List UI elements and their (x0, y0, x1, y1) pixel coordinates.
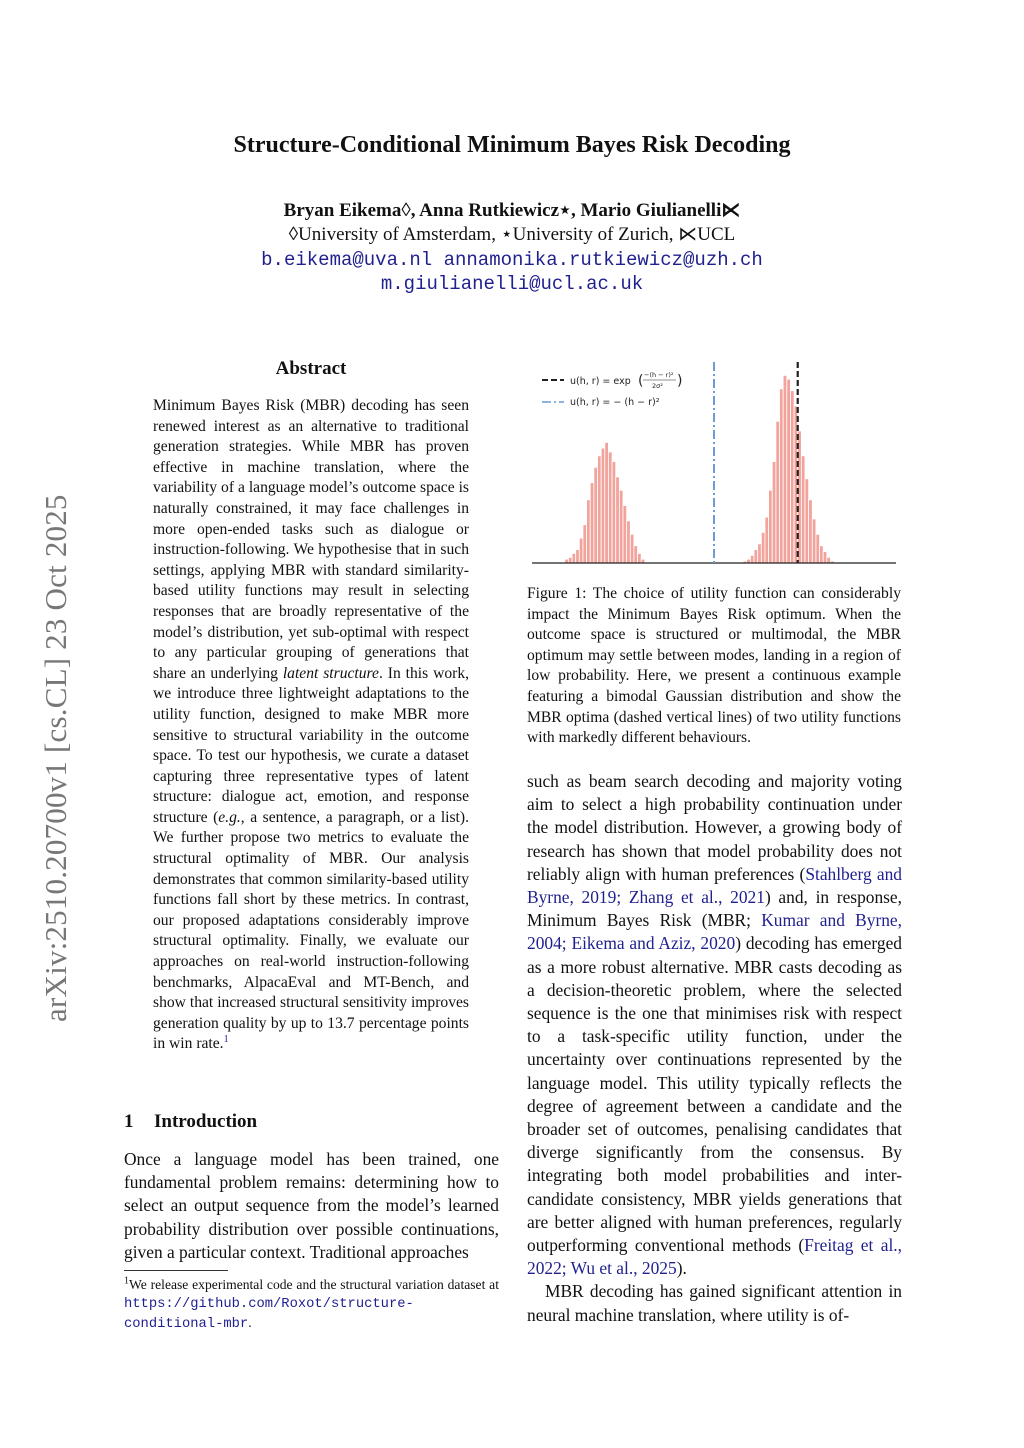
histogram-bar (612, 462, 616, 563)
histogram-bar (820, 546, 824, 563)
right-paragraph-2: MBR decoding has gained significant attention in neural machine translation, where utility is of- (527, 1281, 902, 1325)
histogram-bar (568, 557, 572, 563)
histogram-bar (787, 379, 791, 563)
section-heading-introduction (124, 1111, 257, 1133)
section-number: 1 (124, 1111, 134, 1132)
histogram-bar (769, 490, 773, 563)
histogram-bar (805, 479, 809, 563)
histogram-bar (608, 452, 612, 563)
abstract-text-1: Minimum Bayes Risk (MBR) decoding has seen renewed interest as an alternative to traditional generation strategies. While MBR has proven effective in machine translation, where the variability of a language model’s outcome space is naturally constrained, it may face challenges in more open-ended tasks such as dialogue or instruction-following. We hypothesise that in such settings, applying MBR with standard similarity-based utility functions may result in selecting responses that are broadly representative of the model’s distribution, yet sub-optimal with respect to any particular grouping of generations that share an underlying (153, 397, 469, 682)
right-text-b: ) and, in response, Minimum Bayes Risk (MBR; (527, 887, 902, 931)
citation-kumar-eikema[interactable]: Kumar and Byrne, 2004; Eikema and Aziz, 2020 (527, 910, 902, 954)
right-text-a: such as beam search decoding and majority voting aim to select a high probability continuation under the model distribution. However, a growing body of research has shown that model probability does not reliably align with human preferences ( (527, 771, 902, 884)
bimodal-histogram-chart (528, 356, 903, 568)
introduction-body (124, 1148, 499, 1264)
histogram-bar (827, 557, 831, 563)
histogram-bar (627, 521, 631, 563)
histogram-bar (758, 544, 762, 563)
author-list: Bryan Eikema◊, Anna Rutkiewicz⋆, Mario Giulianelli⋉ (283, 200, 741, 221)
histogram-bar (630, 534, 634, 563)
histogram-bar (754, 550, 758, 563)
abstract-eg: e.g. (218, 808, 241, 826)
footnote-number: 1 (124, 1275, 129, 1287)
introduction-text: Once a language model has been trained, one fundamental problem remains: determining how to select an output sequence from the model’s learned probability distribution over possible continuations, given a particular context. Traditional approaches (124, 1149, 499, 1262)
abstract-italic-term: latent structure (282, 664, 379, 682)
histogram-bar (783, 375, 787, 563)
histogram-bar (790, 391, 794, 563)
histogram-bar (579, 538, 583, 563)
abstract-heading: Abstract (275, 358, 347, 379)
arxiv-identifier: arXiv:2510.20700v1 [cs.CL] 23 Oct 2025 (38, 494, 73, 1022)
citation-freitag-wu[interactable]: Freitag et al., 2022; Wu et al., 2025 (527, 1235, 902, 1279)
histogram-bar (776, 421, 780, 563)
histogram-bar (816, 534, 820, 563)
histogram-bar (605, 442, 609, 563)
histogram-bar (761, 532, 765, 563)
histogram-bar (809, 500, 813, 563)
histogram-bar (750, 555, 754, 563)
right-text-c: ) decoding has emerged as a more robust alternative. MBR casts decoding as a decision-theoretic problem, where the selected sequence is the one that minimises risk with respect to a task-specific utility function, under the uncertainty over continuations represented by the language model. This utility typically reflects the degree of agreement between a candidate and the broader set of outcomes, penalising candidates that diverge significantly from the consensus. By integrating both model probabilities and inter-candidate consistency, MBR yields generations that are better aligned with human preferences, regularly outperforming conventional methods ( (527, 933, 902, 1256)
abstract-body (153, 396, 469, 1055)
histogram-bar (780, 389, 784, 563)
footnote-url-link[interactable]: https://github.com/Roxot/structure-conditional-mbr (124, 1297, 414, 1332)
right-column-body (527, 770, 902, 1327)
abstract-text-2: . In this work, we introduce three lightweight adaptations to the utility function, designed to make MBR more sensitive to structural variability in the outcome space. To test our hypothesis, we curate a dataset capturing three representative types of latent structure: dialogue act, emotion, and response structure ( (153, 664, 470, 826)
histogram-bar (601, 448, 605, 563)
chart-legend (542, 371, 682, 408)
footnote-text: We release experimental code and the structural variation dataset at (129, 1277, 499, 1292)
affiliations: ◊University of Amsterdam, ⋆University of Zurich, ⋉UCL (288, 224, 736, 245)
figure-1 (528, 356, 903, 568)
footnote (124, 1276, 499, 1334)
section-title: Introduction (154, 1111, 258, 1132)
legend-gaussian-frac-den: 2σ² (652, 382, 663, 390)
paper-title: Structure-Conditional Minimum Bayes Risk Decoding (233, 132, 791, 158)
histogram-bar (576, 550, 580, 563)
histogram-bar (598, 456, 602, 563)
histogram-bar (587, 500, 591, 563)
histogram-bar (801, 456, 805, 563)
histogram-bar (594, 467, 598, 563)
histogram-bar (572, 553, 576, 563)
right-text-d: ). (676, 1258, 687, 1279)
histogram-bar (583, 525, 587, 563)
footnote-marker[interactable]: 1 (223, 1034, 229, 1046)
citation-stahlberg-zhang[interactable]: Stahlberg and Byrne, 2019; Zhang et al., 2021 (527, 863, 903, 908)
histogram-bar (634, 546, 638, 563)
legend-gaussian-paren-close: ) (677, 373, 683, 389)
histogram-bar (812, 519, 816, 563)
histogram-bar (638, 553, 642, 563)
abstract-text-3: , a sentence, a paragraph, or a list). We further propose two metrics to evaluate the structural optimality of MBR. Our analysis demonstrates that common similarity-based utility functions fall short by these metrics. In contrast, our proposed adaptations considerably improve structural optimality. Finally, we evaluate our approaches on real-world instruction-following benchmarks, AlpacaEval and MT-Bench, and show that increased structural sensitivity improves generation quality by up to 13.7 percentage points in win rate. (153, 808, 469, 1053)
footnote-divider (124, 1270, 228, 1271)
legend-squared-label: u(h, r) = − (h − r)² (570, 397, 660, 408)
email-line-2[interactable]: m.giulianelli@ucl.ac.uk (380, 273, 644, 295)
footnote-end: . (248, 1315, 252, 1330)
histogram-bar (590, 483, 594, 563)
legend-gaussian-paren-open: ( (638, 373, 644, 389)
figure-1-caption: Figure 1: The choice of utility function can considerably impact the Minimum Bayes Risk optimum. When the outcome space is structured or multimodal, the MBR optimum may settle between modes, landing in a region of low probability. Here, we present a continuous example featuring a bimodal Gaussian distribution and show the MBR optima (dashed vertical lines) of two utility functions with markedly different behaviours. (527, 585, 901, 747)
legend-gaussian-frac-num: −(h − r)² (644, 371, 674, 379)
right-paragraph-1 (527, 770, 902, 1280)
histogram-bar (772, 462, 776, 563)
histogram-bar (619, 490, 623, 563)
histogram-bar (765, 517, 769, 563)
author-emails (0, 248, 1024, 296)
legend-gaussian-label: u(h, r) = exp (570, 376, 631, 387)
histogram-bar (823, 552, 827, 563)
histogram-bar (616, 477, 620, 563)
email-line-1[interactable]: b.eikema@uva.nl annamonika.rutkiewicz@uzh.ch (261, 249, 763, 271)
histogram-bar (623, 506, 627, 563)
